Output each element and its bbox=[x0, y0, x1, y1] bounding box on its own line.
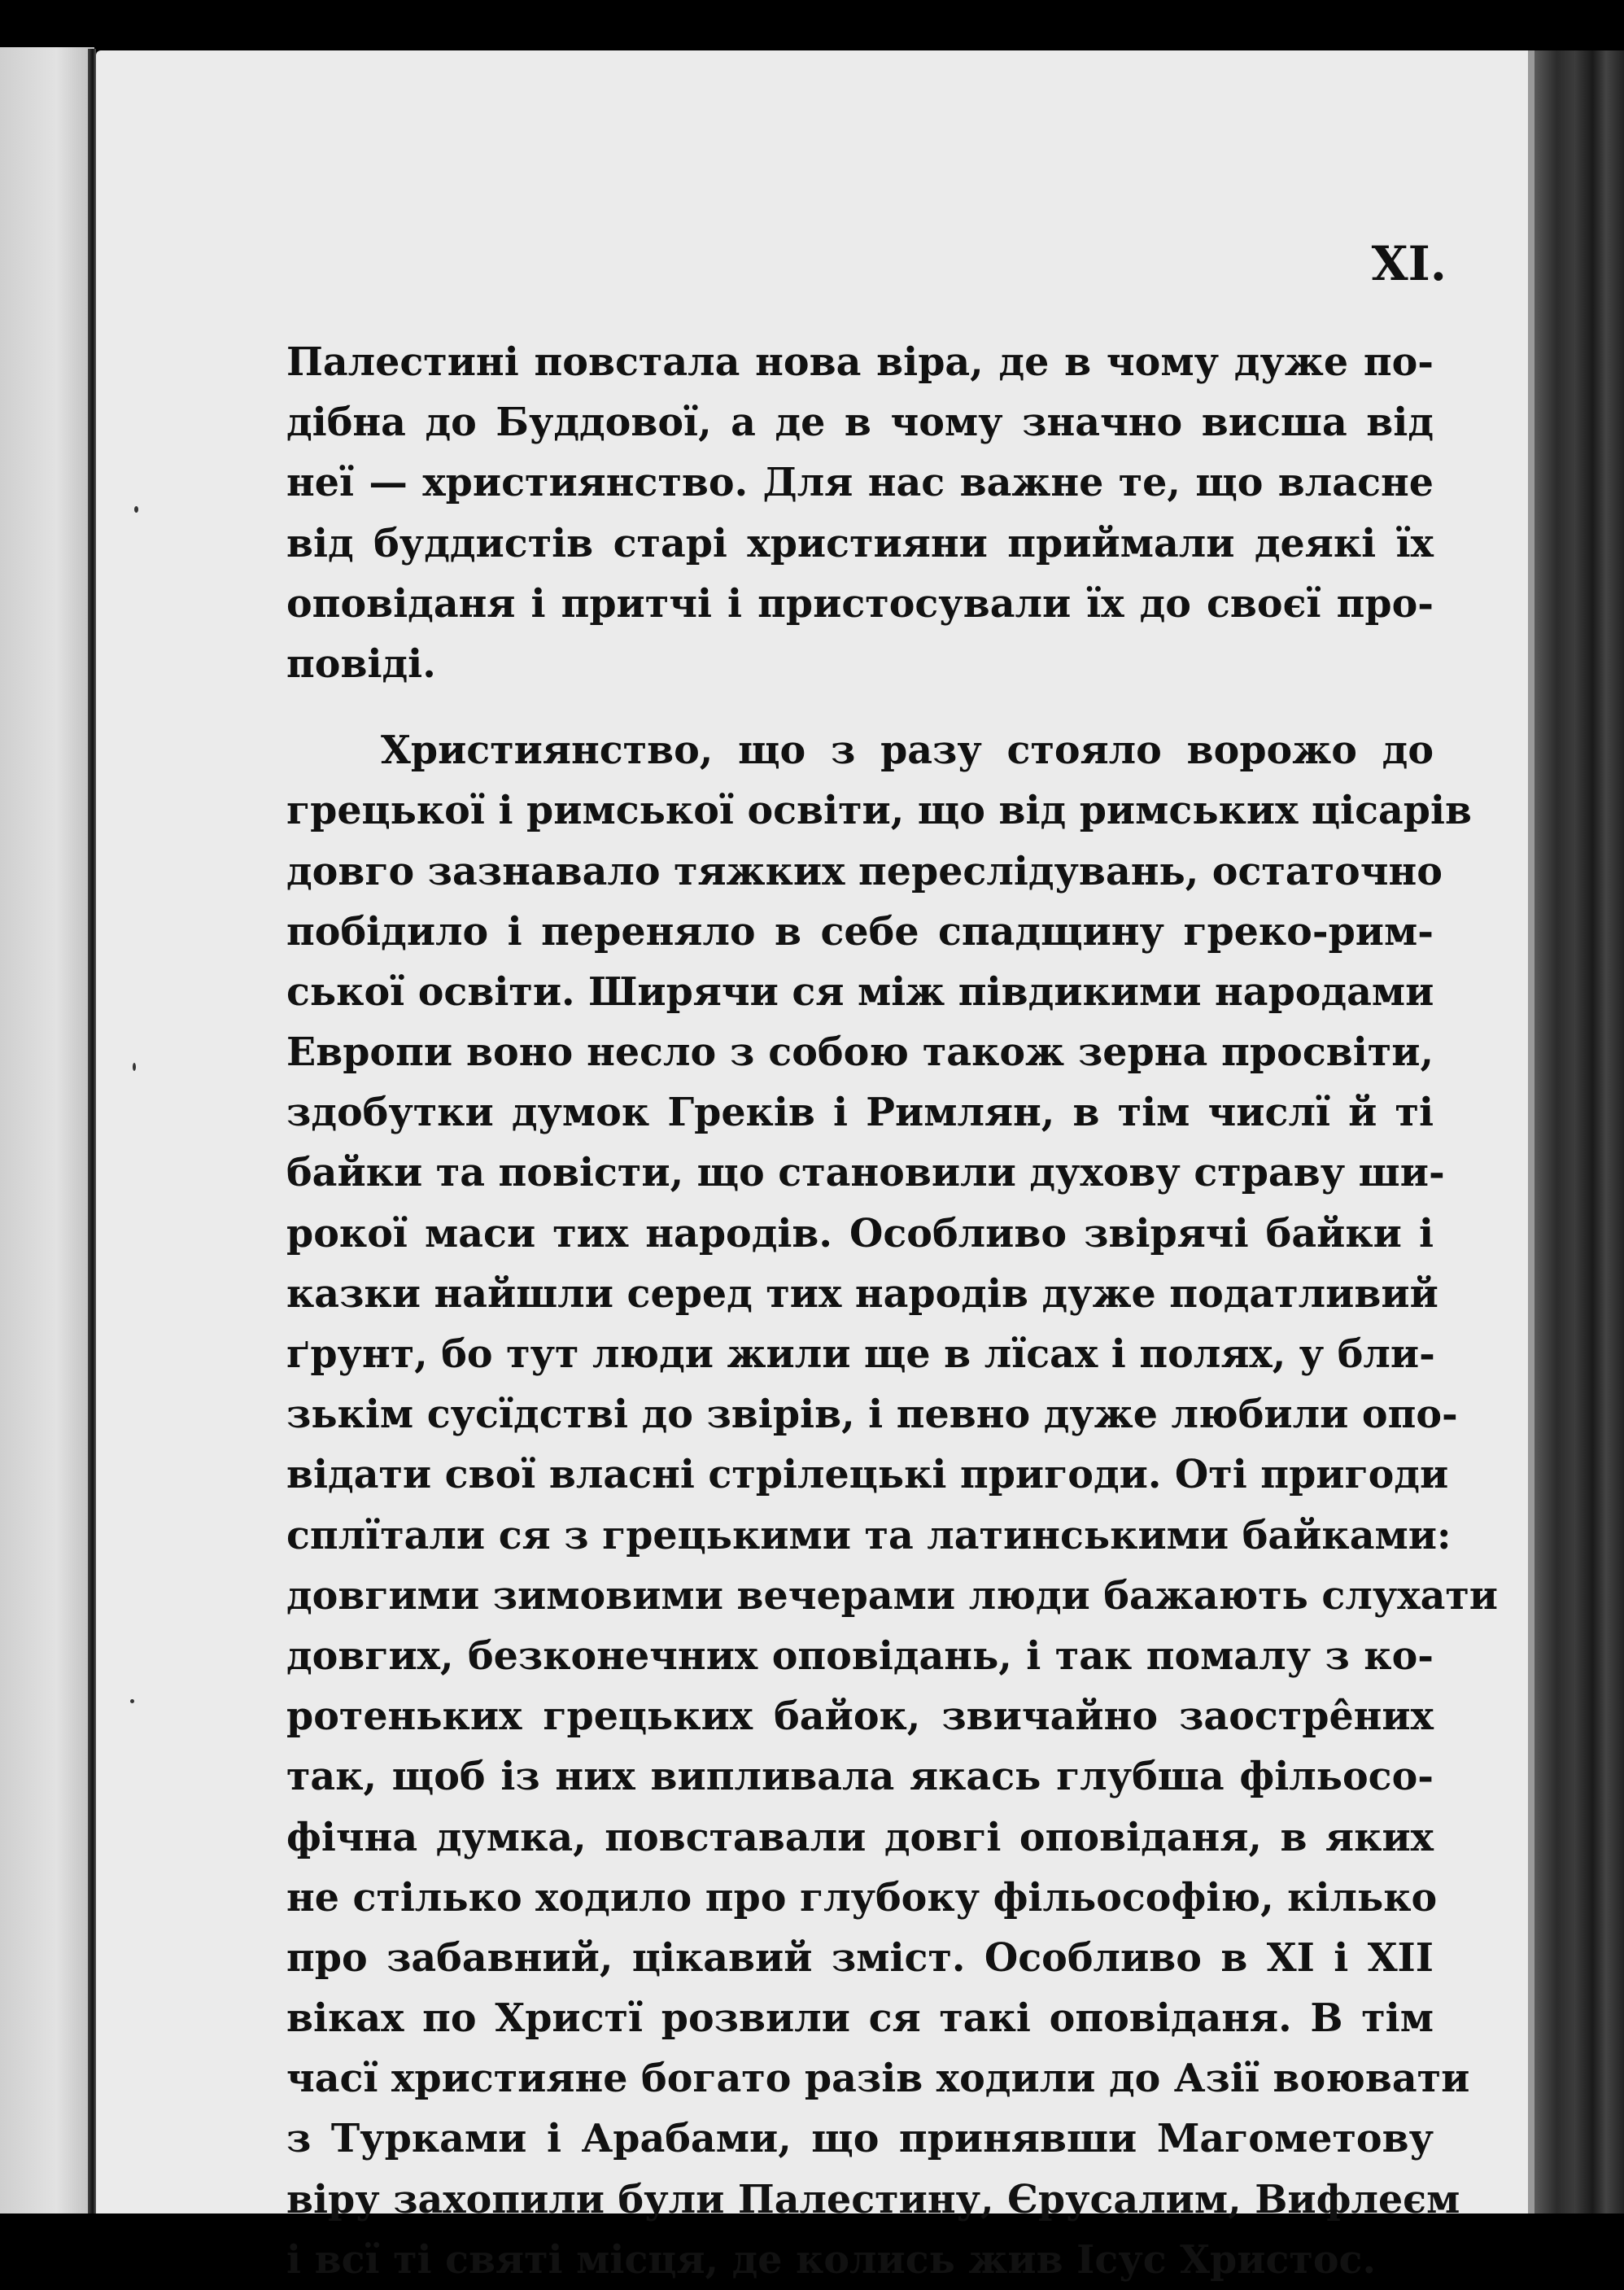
text-line: зькім сусїдстві до звірів, і певно дуже любили опо- bbox=[286, 1392, 1458, 1438]
text-line: відати свої власні стрілецькі пригоди. Оті пригоди bbox=[286, 1452, 1449, 1498]
text-line: так, щоб із них випливала якась глубша фільосо- bbox=[286, 1754, 1434, 1800]
text-line: віках по Христї розвили ся такі оповіданя. В тім bbox=[286, 1995, 1434, 2042]
text-line: довгими зимовими вечерами люди бажають слухати bbox=[286, 1572, 1499, 1619]
text-line: з Турками і Арабами, що принявши Магометову bbox=[286, 2116, 1434, 2162]
dust-speck bbox=[130, 1699, 134, 1703]
text-line: і всї ті святі місця, де колись жив Ісус Христос. bbox=[286, 2236, 1376, 2283]
page-stack-edge bbox=[1535, 50, 1624, 2214]
page-edge-line bbox=[1528, 50, 1535, 2214]
text-line: фічна думка, повставали довгі оповіданя, в яких bbox=[286, 1814, 1434, 1860]
text-line: Палестині повстала нова віра, де в чому дуже по- bbox=[286, 339, 1434, 385]
text-line: байки та повісти, що становили духову страву ши- bbox=[286, 1150, 1445, 1196]
text-line: ротеньких грецьких байок, звичайно заостре̂них bbox=[286, 1693, 1434, 1740]
page-number: XI. bbox=[1371, 236, 1447, 291]
text-line: рокої маси тих народів. Особливо звірячі байки і bbox=[286, 1210, 1434, 1256]
text-line: часї християне богато разів ходили до Азії воювати bbox=[286, 2056, 1470, 2102]
text-line: довгих, безконечних оповідань, і так помалу з ко- bbox=[286, 1632, 1434, 1679]
text-line: повіді. bbox=[286, 640, 436, 687]
text-line: здобутки думок Греків і Римлян, в тім числї й ті bbox=[286, 1090, 1434, 1136]
text-line: дібна до Буддової, а де в чому значно висша від bbox=[286, 400, 1434, 446]
facing-page-edge bbox=[0, 47, 94, 2214]
text-line: не стілько ходило про глубоку фільософію, кілько bbox=[286, 1874, 1438, 1921]
text-line: Християнство, що з разу стояло ворожо до bbox=[381, 728, 1434, 774]
text-line: грецької і римської освіти, що від римських цісарів bbox=[286, 788, 1473, 834]
text-line: від буддистів старі християни приймали деякі їх bbox=[286, 520, 1434, 566]
text-line: ґрунт, бо тут люди жили ще в лїсах і полях, у бли- bbox=[286, 1331, 1435, 1377]
text-line: довго зазнавало тяжких переслідувань, остаточно bbox=[286, 848, 1443, 894]
text-line: оповіданя і притчі і пристосували їх до своєї про- bbox=[286, 580, 1434, 627]
text-line: віру захопили були Палестину, Єрусалим, Вифлеєм bbox=[286, 2176, 1460, 2222]
text-line: про забавний, цікавий зміст. Особливо в XI і XII bbox=[286, 1934, 1434, 1981]
text-line: неї — християнство. Для нас важне те, що власне bbox=[286, 460, 1434, 506]
book-gutter bbox=[88, 49, 96, 2214]
body-text bbox=[286, 332, 1499, 2290]
text-line: сплїтали ся з грецькими та латинськими байками: bbox=[286, 1512, 1452, 1558]
paragraph-gap bbox=[286, 694, 1434, 720]
text-line: казки найшли серед тих народів дуже податливий bbox=[286, 1270, 1438, 1317]
dust-speck bbox=[134, 506, 138, 513]
text-line: Европи воно несло з собою також зерна просвіти, bbox=[286, 1029, 1434, 1076]
text-line: побідило і переняло в себе спадщину греко-рим- bbox=[286, 908, 1434, 955]
dust-speck bbox=[133, 1063, 136, 1071]
text-line: ської освіти. Ширячи ся між півдикими народами bbox=[286, 968, 1434, 1015]
